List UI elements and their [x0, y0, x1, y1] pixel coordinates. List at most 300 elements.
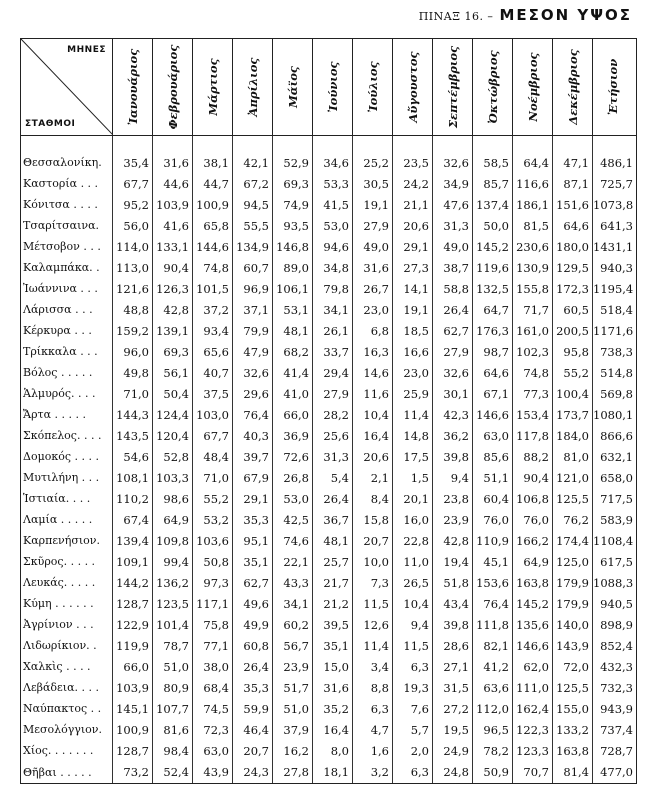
value-cell: 17,5 — [393, 446, 433, 467]
table-row — [21, 299, 637, 320]
value-cell: 43,4 — [433, 593, 473, 614]
value-cell: 19,4 — [433, 551, 473, 572]
value-cell: 62,0 — [513, 656, 553, 677]
value-cell: 44,6 — [153, 173, 193, 194]
value-cell: 184,0 — [553, 425, 593, 446]
value-cell: 96,5 — [473, 719, 513, 740]
table-row — [21, 404, 637, 425]
value-cell: 16,4 — [313, 719, 353, 740]
value-cell: 25,9 — [393, 383, 433, 404]
value-cell: 21,2 — [313, 593, 353, 614]
station-name: Τρίκκαλα . . . — [21, 341, 113, 362]
value-cell: 14,6 — [353, 362, 393, 383]
value-cell: 159,2 — [113, 320, 153, 341]
value-cell: 31,3 — [433, 215, 473, 236]
column-header — [473, 39, 513, 136]
value-cell: 95,1 — [233, 530, 273, 551]
value-cell: 76,4 — [473, 593, 513, 614]
value-cell: 90,4 — [513, 467, 553, 488]
value-cell: 5,4 — [313, 467, 353, 488]
value-cell: 10,4 — [393, 593, 433, 614]
value-cell: 85,6 — [473, 446, 513, 467]
table-row — [21, 383, 637, 404]
annual-value-cell: 658,0 — [593, 467, 637, 488]
value-cell: 179,9 — [553, 593, 593, 614]
value-cell: 23,0 — [393, 362, 433, 383]
value-cell: 146,6 — [513, 635, 553, 656]
annual-value-cell: 940,3 — [593, 257, 637, 278]
value-cell: 51,1 — [473, 467, 513, 488]
table-row — [21, 740, 637, 761]
table-row — [21, 194, 637, 215]
table-body — [21, 136, 637, 784]
value-cell: 50,0 — [473, 215, 513, 236]
value-cell: 137,4 — [473, 194, 513, 215]
column-header-label: Ἐτήσιον — [606, 58, 620, 116]
value-cell: 116,6 — [513, 173, 553, 194]
value-cell: 64,7 — [473, 299, 513, 320]
column-header-label: Ἀπρίλιος — [246, 57, 260, 117]
table-row — [21, 446, 637, 467]
value-cell: 11,0 — [393, 551, 433, 572]
value-cell: 117,1 — [193, 593, 233, 614]
value-cell: 79,9 — [233, 320, 273, 341]
value-cell: 3,2 — [353, 761, 393, 784]
value-cell: 26,4 — [433, 299, 473, 320]
value-cell: 99,4 — [153, 551, 193, 572]
station-name: Δομοκός . . . . — [21, 446, 113, 467]
table-row — [21, 509, 637, 530]
value-cell: 54,6 — [113, 446, 153, 467]
value-cell: 155,0 — [553, 698, 593, 719]
value-cell: 62,7 — [233, 572, 273, 593]
value-cell: 71,0 — [113, 383, 153, 404]
column-header — [433, 39, 473, 136]
table-row — [21, 677, 637, 698]
value-cell: 125,0 — [553, 551, 593, 572]
table-title: ΜΕΣΟΝ ΥΨΟΣ — [499, 6, 632, 24]
value-cell: 96,9 — [233, 278, 273, 299]
value-cell: 11,6 — [353, 383, 393, 404]
value-cell: 1,5 — [393, 467, 433, 488]
value-cell: 53,0 — [313, 215, 353, 236]
value-cell: 50,8 — [193, 551, 233, 572]
value-cell: 111,8 — [473, 614, 513, 635]
value-cell: 114,0 — [113, 236, 153, 257]
station-name: Κύμη . . . . . . — [21, 593, 113, 614]
value-cell: 123,3 — [513, 740, 553, 761]
annual-value-cell: 1080,1 — [593, 404, 637, 425]
value-cell: 8,0 — [313, 740, 353, 761]
value-cell: 87,1 — [553, 173, 593, 194]
value-cell: 94,5 — [233, 194, 273, 215]
column-header — [313, 39, 353, 136]
value-cell: 2,1 — [353, 467, 393, 488]
value-cell: 53,3 — [313, 173, 353, 194]
value-cell: 21,1 — [393, 194, 433, 215]
value-cell: 128,7 — [113, 593, 153, 614]
value-cell: 145,1 — [113, 698, 153, 719]
value-cell: 151,6 — [553, 194, 593, 215]
value-cell: 162,4 — [513, 698, 553, 719]
value-cell: 79,8 — [313, 278, 353, 299]
value-cell: 103,6 — [193, 530, 233, 551]
value-cell: 122,9 — [113, 614, 153, 635]
value-cell: 80,9 — [153, 677, 193, 698]
value-cell: 64,9 — [153, 509, 193, 530]
value-cell: 145,2 — [513, 593, 553, 614]
value-cell: 200,5 — [553, 320, 593, 341]
value-cell: 30,1 — [433, 383, 473, 404]
value-cell: 15,0 — [313, 656, 353, 677]
value-cell: 10,4 — [353, 404, 393, 425]
annual-value-cell: 940,5 — [593, 593, 637, 614]
table-row — [21, 341, 637, 362]
value-cell: 110,9 — [473, 530, 513, 551]
table-row — [21, 698, 637, 719]
column-header — [553, 39, 593, 136]
annual-value-cell: 477,0 — [593, 761, 637, 784]
value-cell: 64,6 — [553, 215, 593, 236]
value-cell: 123,5 — [153, 593, 193, 614]
value-cell: 31,6 — [353, 257, 393, 278]
value-cell: 43,9 — [193, 761, 233, 784]
value-cell: 67,2 — [233, 173, 273, 194]
value-cell: 67,1 — [473, 383, 513, 404]
months-label: ΜΗΝΕΣ — [67, 45, 106, 55]
column-header-label: Δεκέμβριος — [566, 49, 580, 125]
value-cell: 23,9 — [273, 656, 313, 677]
value-cell: 119,9 — [113, 635, 153, 656]
table-heading — [419, 6, 632, 24]
value-cell: 25,2 — [353, 136, 393, 174]
station-name: Μέτσοβον . . . — [21, 236, 113, 257]
column-header-label: Ἰούλιος — [366, 61, 380, 113]
value-cell: 139,4 — [113, 530, 153, 551]
value-cell: 12,6 — [353, 614, 393, 635]
value-cell: 24,8 — [433, 761, 473, 784]
value-cell: 6,3 — [393, 656, 433, 677]
value-cell: 6,3 — [353, 698, 393, 719]
table-row — [21, 320, 637, 341]
annual-value-cell: 617,5 — [593, 551, 637, 572]
value-cell: 69,3 — [153, 341, 193, 362]
value-cell: 45,1 — [473, 551, 513, 572]
value-cell: 63,6 — [473, 677, 513, 698]
value-cell: 70,7 — [513, 761, 553, 784]
value-cell: 11,5 — [353, 593, 393, 614]
value-cell: 93,5 — [273, 215, 313, 236]
value-cell: 20,7 — [233, 740, 273, 761]
value-cell: 56,1 — [153, 362, 193, 383]
value-cell: 77,3 — [513, 383, 553, 404]
value-cell: 35,1 — [233, 551, 273, 572]
value-cell: 25,6 — [313, 425, 353, 446]
value-cell: 60,7 — [233, 257, 273, 278]
value-cell: 15,8 — [353, 509, 393, 530]
value-cell: 35,3 — [233, 509, 273, 530]
table-row — [21, 593, 637, 614]
value-cell: 63,0 — [193, 740, 233, 761]
value-cell: 146,6 — [473, 404, 513, 425]
value-cell: 144,2 — [113, 572, 153, 593]
value-cell: 35,1 — [313, 635, 353, 656]
value-cell: 230,6 — [513, 236, 553, 257]
value-cell: 8,4 — [353, 488, 393, 509]
value-cell: 172,3 — [553, 278, 593, 299]
value-cell: 16,0 — [393, 509, 433, 530]
column-header — [113, 39, 153, 136]
value-cell: 180,0 — [553, 236, 593, 257]
value-cell: 95,8 — [553, 341, 593, 362]
table-row — [21, 362, 637, 383]
value-cell: 121,6 — [113, 278, 153, 299]
value-cell: 68,2 — [273, 341, 313, 362]
value-cell: 20,6 — [393, 215, 433, 236]
value-cell: 27,3 — [393, 257, 433, 278]
value-cell: 163,8 — [553, 740, 593, 761]
value-cell: 153,6 — [473, 572, 513, 593]
value-cell: 60,5 — [553, 299, 593, 320]
value-cell: 23,0 — [353, 299, 393, 320]
value-cell: 26,1 — [313, 320, 353, 341]
column-header-label: Αὔγουστος — [406, 51, 420, 123]
value-cell: 166,2 — [513, 530, 553, 551]
station-name: Μυτιλήνη . . . — [21, 467, 113, 488]
value-cell: 50,4 — [153, 383, 193, 404]
annual-value-cell: 852,4 — [593, 635, 637, 656]
value-cell: 37,1 — [233, 299, 273, 320]
value-cell: 27,9 — [433, 341, 473, 362]
column-header-label: Φεβρουάριος — [166, 44, 180, 130]
value-cell: 39,7 — [233, 446, 273, 467]
value-cell: 30,5 — [353, 173, 393, 194]
value-cell: 10,0 — [353, 551, 393, 572]
station-name: Καλαμπάκα. . — [21, 257, 113, 278]
value-cell: 146,8 — [273, 236, 313, 257]
value-cell: 41,5 — [313, 194, 353, 215]
table-row — [21, 551, 637, 572]
value-cell: 14,8 — [393, 425, 433, 446]
value-cell: 29,6 — [233, 383, 273, 404]
value-cell: 26,4 — [313, 488, 353, 509]
value-cell: 34,1 — [273, 593, 313, 614]
table-number: ΠΙΝΑΞ 16. – — [418, 10, 494, 23]
value-cell: 88,2 — [513, 446, 553, 467]
value-cell: 38,1 — [193, 136, 233, 174]
value-cell: 135,6 — [513, 614, 553, 635]
table-row — [21, 278, 637, 299]
value-cell: 128,7 — [113, 740, 153, 761]
value-cell: 49,0 — [433, 236, 473, 257]
value-cell: 52,4 — [153, 761, 193, 784]
value-cell: 11,4 — [393, 404, 433, 425]
value-cell: 76,0 — [513, 509, 553, 530]
value-cell: 77,1 — [193, 635, 233, 656]
value-cell: 74,9 — [273, 194, 313, 215]
value-cell: 179,9 — [553, 572, 593, 593]
station-name: Λαμία . . . . . — [21, 509, 113, 530]
value-cell: 107,7 — [153, 698, 193, 719]
value-cell: 59,9 — [233, 698, 273, 719]
value-cell: 173,7 — [553, 404, 593, 425]
station-name: Σκόπελος. . . . — [21, 425, 113, 446]
value-cell: 22,8 — [393, 530, 433, 551]
value-cell: 130,9 — [513, 257, 553, 278]
station-name: Ἄρτα . . . . . — [21, 404, 113, 425]
value-cell: 133,2 — [553, 719, 593, 740]
value-cell: 36,2 — [433, 425, 473, 446]
station-name: Ἀγρίνιον . . . — [21, 614, 113, 635]
header-row — [21, 39, 637, 136]
value-cell: 26,8 — [273, 467, 313, 488]
value-cell: 101,4 — [153, 614, 193, 635]
value-cell: 6,8 — [353, 320, 393, 341]
value-cell: 64,9 — [513, 551, 553, 572]
value-cell: 56,0 — [113, 215, 153, 236]
value-cell: 32,6 — [433, 136, 473, 174]
value-cell: 106,8 — [513, 488, 553, 509]
annual-value-cell: 1431,1 — [593, 236, 637, 257]
value-cell: 103,9 — [113, 677, 153, 698]
value-cell: 29,1 — [233, 488, 273, 509]
value-cell: 96,0 — [113, 341, 153, 362]
value-cell: 38,0 — [193, 656, 233, 677]
value-cell: 133,1 — [153, 236, 193, 257]
value-cell: 27,8 — [273, 761, 313, 784]
value-cell: 65,8 — [193, 215, 233, 236]
value-cell: 55,2 — [553, 362, 593, 383]
annual-value-cell: 569,8 — [593, 383, 637, 404]
table-row — [21, 572, 637, 593]
value-cell: 20,1 — [393, 488, 433, 509]
value-cell: 49,6 — [233, 593, 273, 614]
value-cell: 47,9 — [233, 341, 273, 362]
station-name: Καρπενήσιον. — [21, 530, 113, 551]
value-cell: 76,4 — [233, 404, 273, 425]
value-cell: 52,9 — [273, 136, 313, 174]
value-cell: 16,6 — [393, 341, 433, 362]
value-cell: 139,1 — [153, 320, 193, 341]
stations-label: ΣΤΑΘΜΟΙ — [25, 119, 76, 129]
value-cell: 41,0 — [273, 383, 313, 404]
value-cell: 50,9 — [473, 761, 513, 784]
value-cell: 20,7 — [353, 530, 393, 551]
annual-value-cell: 1108,4 — [593, 530, 637, 551]
value-cell: 31,6 — [153, 136, 193, 174]
value-cell: 75,8 — [193, 614, 233, 635]
station-name: Λιδωρίκιον. . — [21, 635, 113, 656]
value-cell: 90,4 — [153, 257, 193, 278]
value-cell: 53,0 — [273, 488, 313, 509]
value-cell: 18,5 — [393, 320, 433, 341]
value-cell: 51,8 — [433, 572, 473, 593]
value-cell: 6,3 — [393, 761, 433, 784]
value-cell: 49,0 — [353, 236, 393, 257]
value-cell: 73,2 — [113, 761, 153, 784]
value-cell: 42,1 — [233, 136, 273, 174]
annual-value-cell: 486,1 — [593, 136, 637, 174]
annual-value-cell: 737,4 — [593, 719, 637, 740]
value-cell: 132,5 — [473, 278, 513, 299]
column-header-label: Μάρτιος — [206, 58, 220, 116]
station-name: Κόνιτσα . . . . — [21, 194, 113, 215]
annual-value-cell: 514,8 — [593, 362, 637, 383]
value-cell: 11,5 — [393, 635, 433, 656]
value-cell: 18,1 — [313, 761, 353, 784]
value-cell: 60,4 — [473, 488, 513, 509]
station-name: Ἱστιαία. . . . — [21, 488, 113, 509]
column-header — [513, 39, 553, 136]
table-row — [21, 614, 637, 635]
value-cell: 71,0 — [193, 467, 233, 488]
value-cell: 66,0 — [113, 656, 153, 677]
value-cell: 48,1 — [313, 530, 353, 551]
value-cell: 58,8 — [433, 278, 473, 299]
value-cell: 56,7 — [273, 635, 313, 656]
value-cell: 52,8 — [153, 446, 193, 467]
value-cell: 174,4 — [553, 530, 593, 551]
table-row — [21, 257, 637, 278]
value-cell: 2,0 — [393, 740, 433, 761]
station-name: Χίος. . . . . . . — [21, 740, 113, 761]
value-cell: 39,8 — [433, 446, 473, 467]
annual-value-cell: 725,7 — [593, 173, 637, 194]
value-cell: 29,1 — [393, 236, 433, 257]
value-cell: 58,5 — [473, 136, 513, 174]
value-cell: 35,2 — [313, 698, 353, 719]
value-cell: 98,4 — [153, 740, 193, 761]
value-cell: 120,4 — [153, 425, 193, 446]
column-header — [193, 39, 233, 136]
value-cell: 33,7 — [313, 341, 353, 362]
station-name: Κέρκυρα . . . — [21, 320, 113, 341]
value-cell: 136,2 — [153, 572, 193, 593]
value-cell: 67,9 — [233, 467, 273, 488]
value-cell: 19,1 — [393, 299, 433, 320]
value-cell: 100,9 — [193, 194, 233, 215]
value-cell: 113,0 — [113, 257, 153, 278]
value-cell: 78,2 — [473, 740, 513, 761]
value-cell: 106,1 — [273, 278, 313, 299]
value-cell: 40,3 — [233, 425, 273, 446]
station-name: Ναύπακτος . . — [21, 698, 113, 719]
value-cell: 55,2 — [193, 488, 233, 509]
value-cell: 143,5 — [113, 425, 153, 446]
value-cell: 35,4 — [113, 136, 153, 174]
value-cell: 119,6 — [473, 257, 513, 278]
value-cell: 89,0 — [273, 257, 313, 278]
value-cell: 72,3 — [193, 719, 233, 740]
value-cell: 9,4 — [393, 614, 433, 635]
value-cell: 74,8 — [193, 257, 233, 278]
station-name: Θεσσαλονίκη. — [21, 136, 113, 174]
value-cell: 48,4 — [193, 446, 233, 467]
column-header-label: Μάϊος — [286, 66, 300, 108]
station-name: Καστορία . . . — [21, 173, 113, 194]
column-header-label: Ὀκτώβριος — [486, 50, 500, 124]
station-name: Θῆβαι . . . . . — [21, 761, 113, 784]
value-cell: 9,4 — [433, 467, 473, 488]
value-cell: 161,0 — [513, 320, 553, 341]
value-cell: 42,3 — [433, 404, 473, 425]
column-header — [353, 39, 393, 136]
station-name: Λεβάδεια. . . . — [21, 677, 113, 698]
value-cell: 48,8 — [113, 299, 153, 320]
value-cell: 49,8 — [113, 362, 153, 383]
station-name: Λάρισσα . . . — [21, 299, 113, 320]
value-cell: 155,8 — [513, 278, 553, 299]
